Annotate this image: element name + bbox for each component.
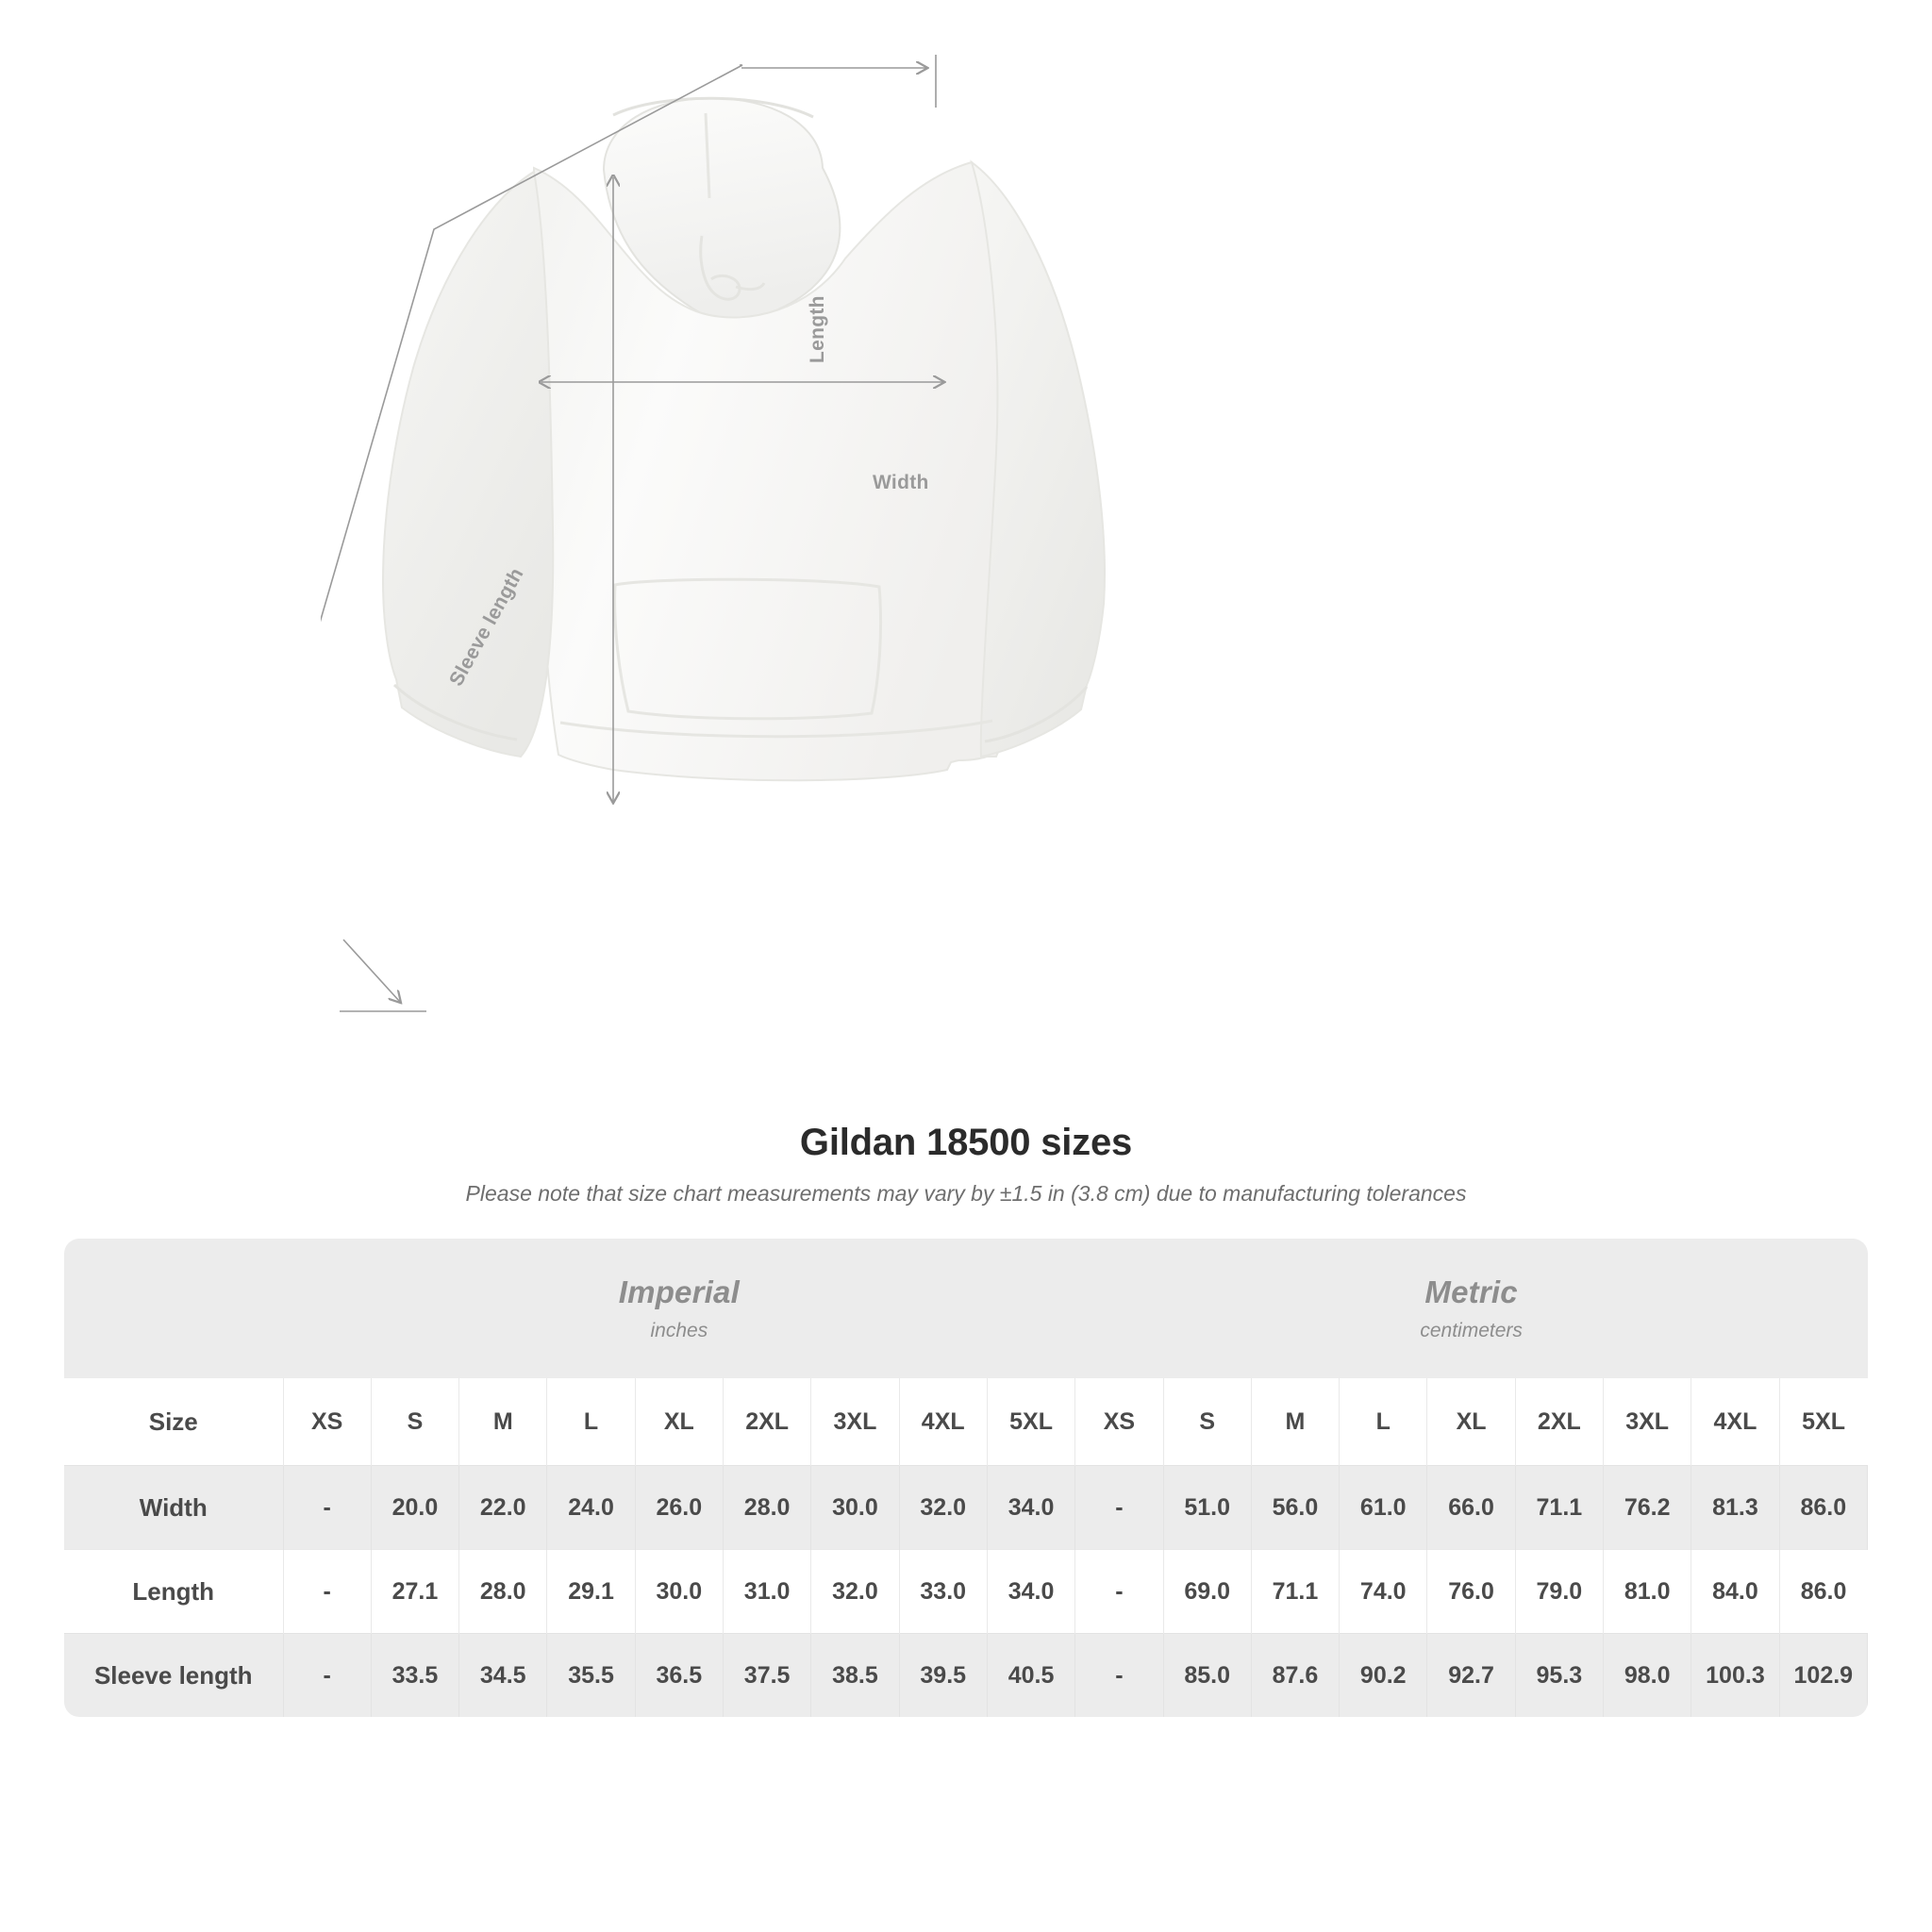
cell-width-imp-4xl: 32.0 — [899, 1466, 987, 1550]
cell-width-imp-3xl: 30.0 — [811, 1466, 899, 1550]
size-header-row — [64, 1378, 1868, 1466]
cell-length-imp-s: 27.1 — [371, 1550, 458, 1634]
cell-sleeve-imp-3xl: 38.5 — [811, 1634, 899, 1718]
col-header-met-s: S — [1163, 1378, 1251, 1466]
length-label: Length — [807, 295, 828, 363]
cell-sleeve-imp-m: 34.5 — [459, 1634, 547, 1718]
cell-sleeve-imp-2xl: 37.5 — [723, 1634, 810, 1718]
col-header-met-5xl: 5XL — [1779, 1378, 1867, 1466]
cell-width-imp-l: 24.0 — [547, 1466, 635, 1550]
cell-length-imp-l: 29.1 — [547, 1550, 635, 1634]
col-header-imp-4xl: 4XL — [899, 1378, 987, 1466]
col-header-imp-s: S — [371, 1378, 458, 1466]
hoodie-diagram-svg — [321, 57, 1358, 1075]
cell-width-met-5xl: 86.0 — [1779, 1466, 1867, 1550]
sleeve-bottom-arrow-svg — [340, 934, 472, 1038]
cell-sleeve-met-5xl: 102.9 — [1779, 1634, 1867, 1718]
size-table — [64, 1239, 1868, 1717]
tolerance-note: Please note that size chart measurements may vary by ±1.5 in (3.8 cm) due to manufacturing tolerances — [465, 1181, 1467, 1206]
cell-width-met-xl: 66.0 — [1427, 1466, 1515, 1550]
col-header-imp-5xl: 5XL — [987, 1378, 1074, 1466]
imperial-unit-label: inches — [650, 1320, 708, 1341]
title-block — [0, 1122, 1932, 1207]
cell-width-imp-m: 22.0 — [459, 1466, 547, 1550]
cell-length-imp-xs: - — [283, 1550, 371, 1634]
table-row — [64, 1466, 1868, 1550]
col-header-imp-xl: XL — [635, 1378, 723, 1466]
cell-length-met-xs: - — [1075, 1550, 1163, 1634]
metric-system-label: Metric — [1424, 1274, 1518, 1309]
cell-length-imp-5xl: 34.0 — [987, 1550, 1074, 1634]
col-header-imp-2xl: 2XL — [723, 1378, 810, 1466]
cell-length-met-3xl: 81.0 — [1604, 1550, 1691, 1634]
imperial-system-label: Imperial — [618, 1274, 740, 1309]
metric-unit-label: centimeters — [1420, 1320, 1523, 1341]
size-header-cell: Size — [64, 1378, 283, 1466]
page-title: Gildan 18500 sizes — [799, 1122, 1133, 1163]
size-table-wrap — [64, 1239, 1868, 1717]
col-header-imp-xs: XS — [283, 1378, 371, 1466]
cell-width-met-s: 51.0 — [1163, 1466, 1251, 1550]
cell-sleeve-met-xs: - — [1075, 1634, 1163, 1718]
cell-sleeve-imp-4xl: 39.5 — [899, 1634, 987, 1718]
cell-sleeve-met-xl: 92.7 — [1427, 1634, 1515, 1718]
cell-width-met-xs: - — [1075, 1466, 1163, 1550]
cell-length-imp-m: 28.0 — [459, 1550, 547, 1634]
cell-sleeve-imp-s: 33.5 — [371, 1634, 458, 1718]
cell-width-imp-s: 20.0 — [371, 1466, 458, 1550]
col-header-met-2xl: 2XL — [1515, 1378, 1603, 1466]
col-header-met-xs: XS — [1075, 1378, 1163, 1466]
col-header-met-3xl: 3XL — [1604, 1378, 1691, 1466]
cell-sleeve-imp-l: 35.5 — [547, 1634, 635, 1718]
col-header-met-4xl: 4XL — [1691, 1378, 1779, 1466]
cell-length-met-xl: 76.0 — [1427, 1550, 1515, 1634]
cell-length-met-l: 74.0 — [1340, 1550, 1427, 1634]
cell-sleeve-met-m: 87.6 — [1251, 1634, 1339, 1718]
cell-length-met-2xl: 79.0 — [1515, 1550, 1603, 1634]
row-label-width: Width — [64, 1466, 283, 1550]
col-header-met-m: M — [1251, 1378, 1339, 1466]
cell-width-imp-xs: - — [283, 1466, 371, 1550]
cell-sleeve-met-4xl: 100.3 — [1691, 1634, 1779, 1718]
cell-sleeve-met-s: 85.0 — [1163, 1634, 1251, 1718]
table-row — [64, 1634, 1868, 1718]
cell-width-met-3xl: 76.2 — [1604, 1466, 1691, 1550]
cell-sleeve-met-l: 90.2 — [1340, 1634, 1427, 1718]
cell-width-met-l: 61.0 — [1340, 1466, 1427, 1550]
cell-length-met-s: 69.0 — [1163, 1550, 1251, 1634]
sleeve-length-label: Sleeve length — [445, 564, 528, 691]
cell-width-met-2xl: 71.1 — [1515, 1466, 1603, 1550]
cell-length-met-4xl: 84.0 — [1691, 1550, 1779, 1634]
cell-sleeve-imp-xl: 36.5 — [635, 1634, 723, 1718]
table-corner-cell — [64, 1239, 283, 1378]
col-header-met-xl: XL — [1427, 1378, 1515, 1466]
cell-width-imp-2xl: 28.0 — [723, 1466, 810, 1550]
imperial-header-cell — [283, 1239, 1075, 1378]
cell-sleeve-met-2xl: 95.3 — [1515, 1634, 1603, 1718]
cell-length-imp-4xl: 33.0 — [899, 1550, 987, 1634]
cell-width-imp-5xl: 34.0 — [987, 1466, 1074, 1550]
sleeve-leader-svg — [566, 55, 981, 121]
width-label: Width — [873, 472, 929, 493]
col-header-imp-m: M — [459, 1378, 547, 1466]
col-header-imp-3xl: 3XL — [811, 1378, 899, 1466]
col-header-imp-l: L — [547, 1378, 635, 1466]
cell-sleeve-imp-xs: - — [283, 1634, 371, 1718]
cell-width-met-4xl: 81.3 — [1691, 1466, 1779, 1550]
unit-header-row — [64, 1239, 1868, 1378]
cell-length-met-m: 71.1 — [1251, 1550, 1339, 1634]
cell-length-imp-3xl: 32.0 — [811, 1550, 899, 1634]
row-label-length: Length — [64, 1550, 283, 1634]
table-row — [64, 1550, 1868, 1634]
cell-width-imp-xl: 26.0 — [635, 1466, 723, 1550]
cell-sleeve-met-3xl: 98.0 — [1604, 1634, 1691, 1718]
metric-header-cell — [1075, 1239, 1868, 1378]
cell-length-imp-2xl: 31.0 — [723, 1550, 810, 1634]
cell-sleeve-imp-5xl: 40.5 — [987, 1634, 1074, 1718]
cell-length-met-5xl: 86.0 — [1779, 1550, 1867, 1634]
cell-width-met-m: 56.0 — [1251, 1466, 1339, 1550]
col-header-met-l: L — [1340, 1378, 1427, 1466]
row-label-sleeve-length: Sleeve length — [64, 1634, 283, 1718]
cell-length-imp-xl: 30.0 — [635, 1550, 723, 1634]
